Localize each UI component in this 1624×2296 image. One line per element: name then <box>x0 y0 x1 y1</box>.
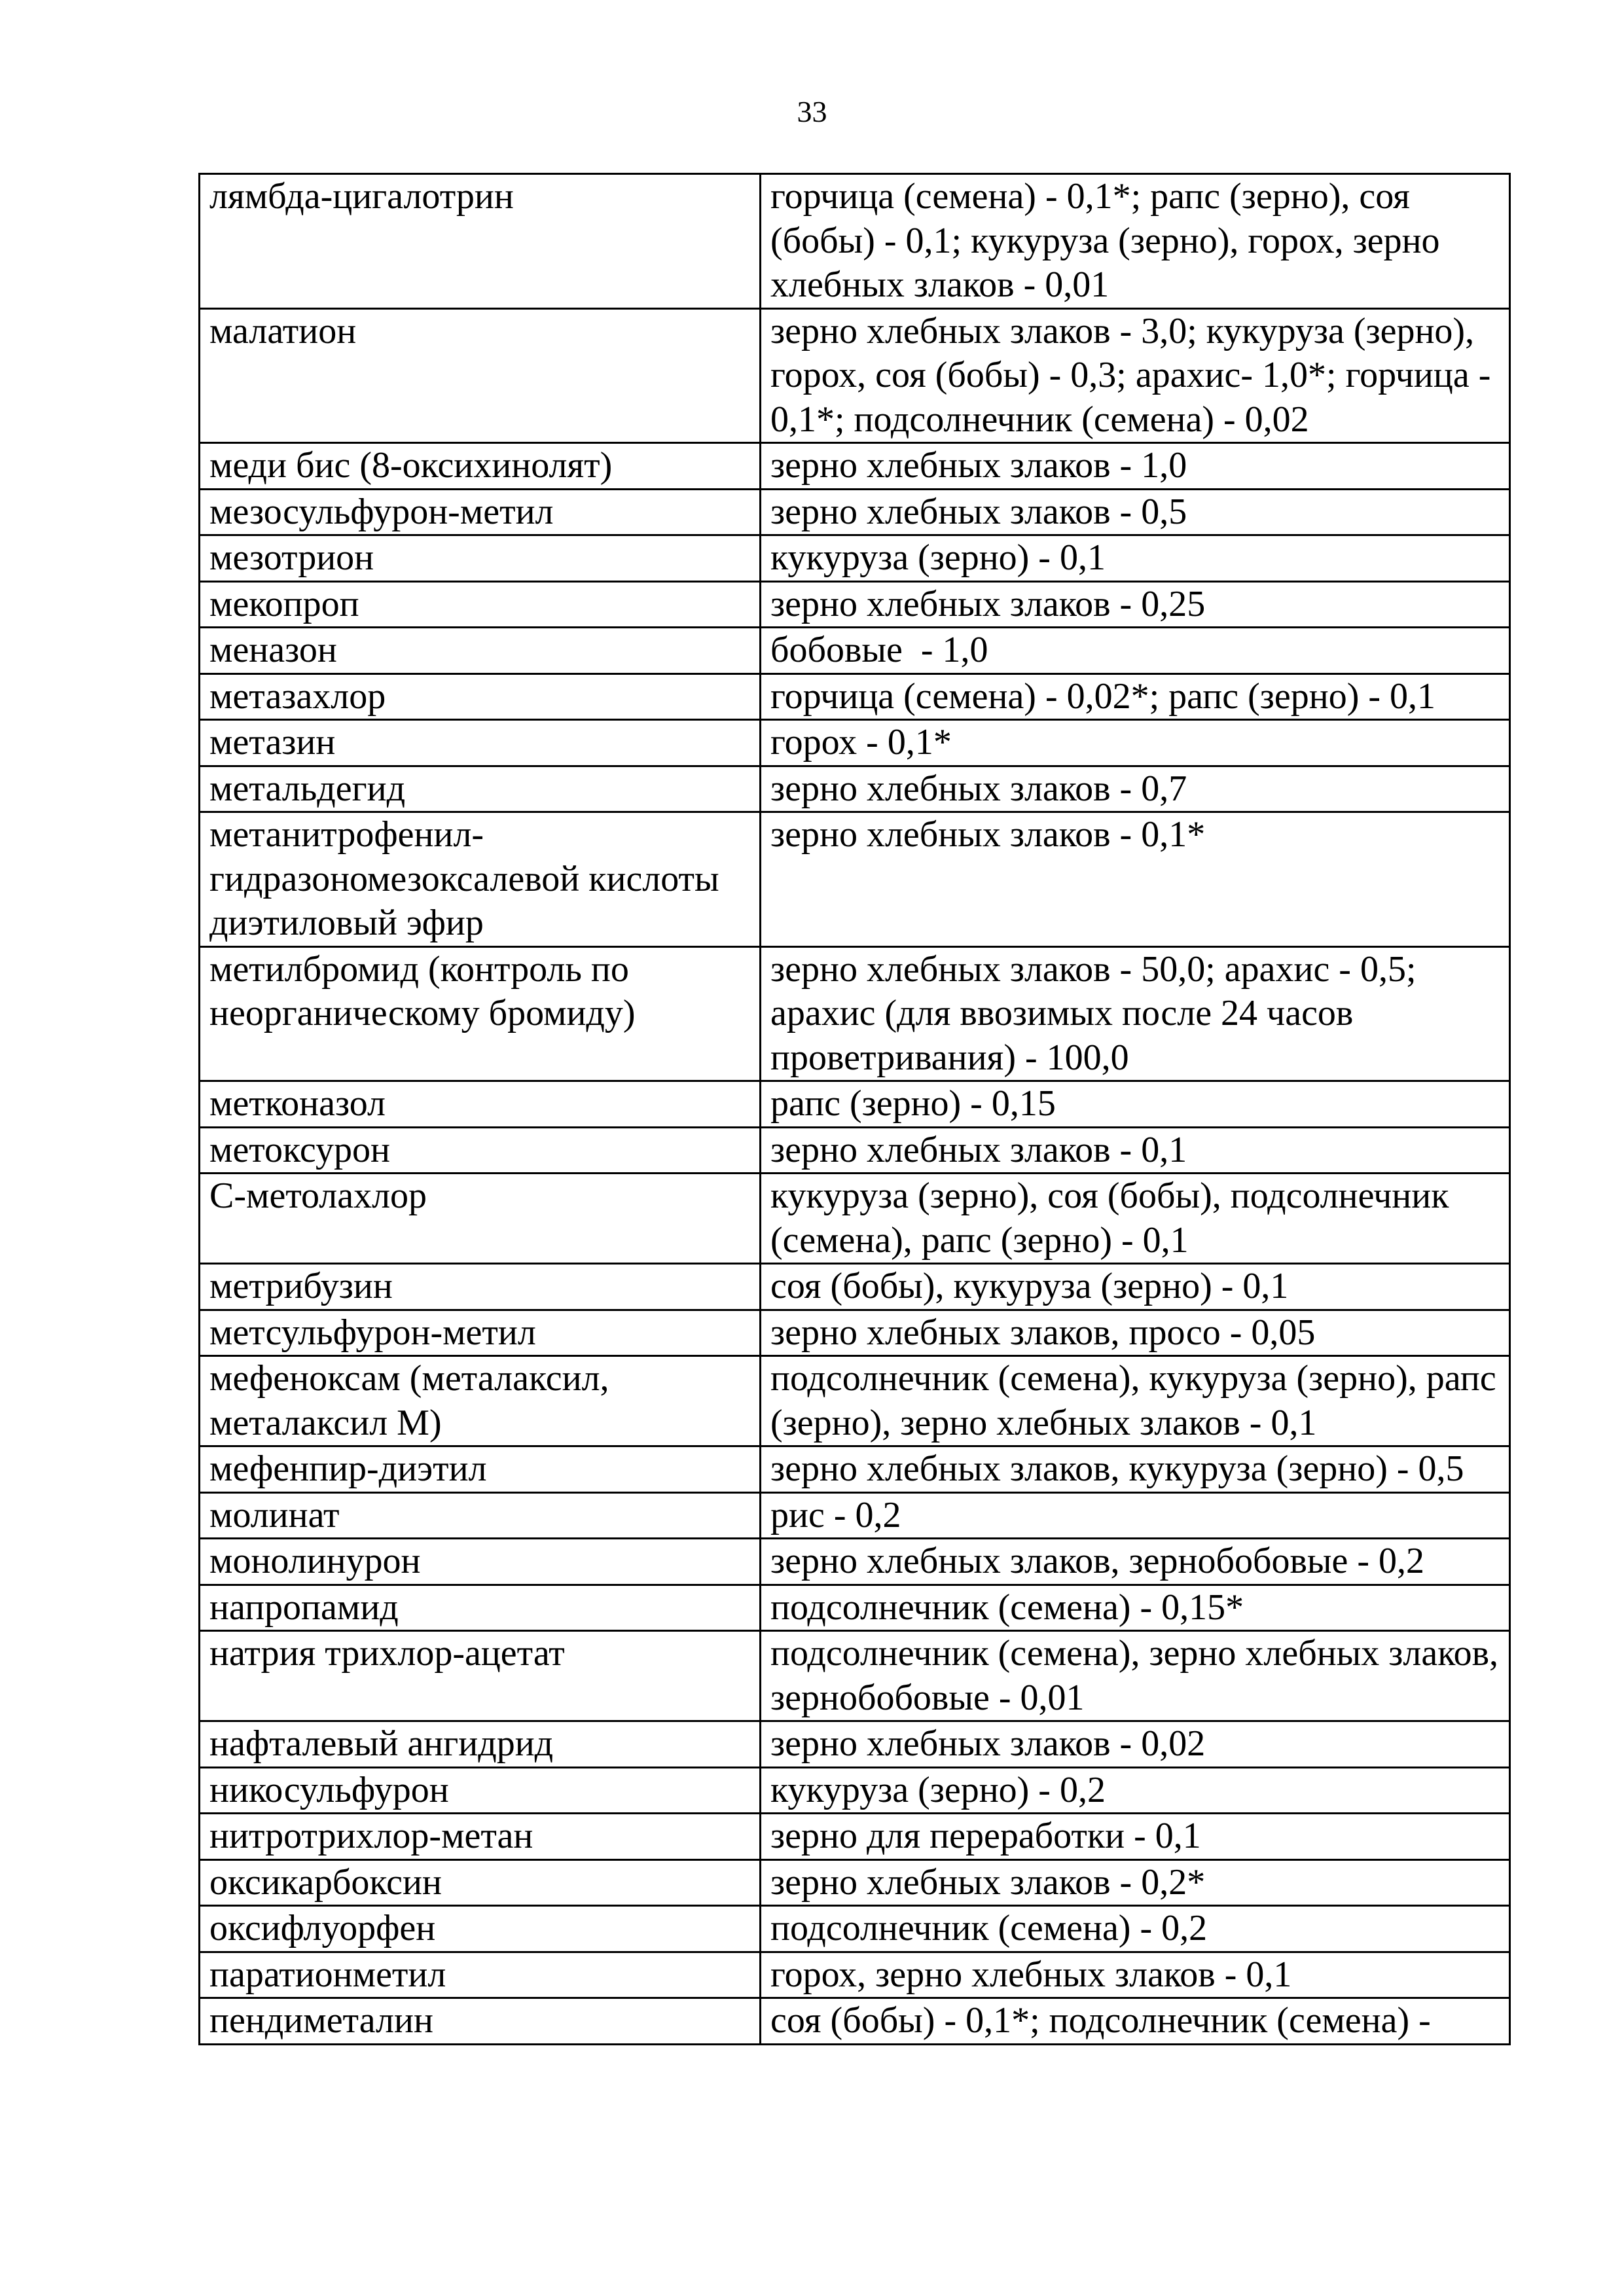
table-row <box>200 1081 1510 1128</box>
table-row <box>200 812 1510 947</box>
table-row <box>200 1127 1510 1174</box>
table-row <box>200 1174 1510 1264</box>
value-cell: кукуруза (зерно) - 0,1 <box>761 535 1510 582</box>
value-cell: подсолнечник (семена) - 0,15* <box>761 1585 1510 1631</box>
value-cell: зерно хлебных злаков - 0,5 <box>761 489 1510 535</box>
table-row <box>200 1446 1510 1493</box>
table-row <box>200 1631 1510 1721</box>
table-row <box>200 1906 1510 1952</box>
table-row <box>200 1998 1510 2045</box>
value-cell: подсолнечник (семена), зерно хлебных злаков, зернобобовые - 0,01 <box>761 1631 1510 1721</box>
value-cell: зерно хлебных злаков, зернобобовые - 0,2 <box>761 1539 1510 1585</box>
value-cell: горчица (семена) - 0,1*; рапс (зерно), соя (бобы) - 0,1; кукуруза (зерно), горох, зерно хлебных злаков - 0,01 <box>761 174 1510 309</box>
substance-cell: метальдегид <box>200 766 761 812</box>
table-row <box>200 535 1510 582</box>
table-row <box>200 766 1510 812</box>
value-cell: зерно для переработки - 0,1 <box>761 1814 1510 1860</box>
page-number: 33 <box>797 95 827 128</box>
value-cell: горчица (семена) - 0,02*; рапс (зерно) - 0,1 <box>761 673 1510 720</box>
substance-cell: паратионметил <box>200 1952 761 1998</box>
substance-cell: метанитрофенил-гидразономезоксалевой кислоты диэтиловый эфир <box>200 812 761 947</box>
value-cell: рис - 0,2 <box>761 1492 1510 1539</box>
value-cell: подсолнечник (семена), кукуруза (зерно), рапс (зерно), зерно хлебных злаков - 0,1 <box>761 1356 1510 1446</box>
table-row <box>200 1492 1510 1539</box>
substance-cell: лямбда-цигалотрин <box>200 174 761 309</box>
value-cell: соя (бобы), кукуруза (зерно) - 0,1 <box>761 1264 1510 1310</box>
value-cell: зерно хлебных злаков - 0,7 <box>761 766 1510 812</box>
substance-cell: метконазол <box>200 1081 761 1128</box>
substance-cell: метилбромид (контроль по неорганическому бромиду) <box>200 946 761 1081</box>
table-row <box>200 946 1510 1081</box>
substance-cell: мекопроп <box>200 581 761 628</box>
table-row <box>200 628 1510 674</box>
substance-cell: мезосульфурон-метил <box>200 489 761 535</box>
value-cell: рапс (зерно) - 0,15 <box>761 1081 1510 1128</box>
table-row <box>200 1585 1510 1631</box>
value-cell: кукуруза (зерно), соя (бобы), подсолнечник (семена), рапс (зерно) - 0,1 <box>761 1174 1510 1264</box>
substance-cell: нитротрихлор-метан <box>200 1814 761 1860</box>
substance-cell: монолинурон <box>200 1539 761 1585</box>
substance-cell: мефенпир-диэтил <box>200 1446 761 1493</box>
table-row <box>200 1952 1510 1998</box>
value-cell: зерно хлебных злаков - 0,1* <box>761 812 1510 947</box>
value-cell: горох - 0,1* <box>761 720 1510 766</box>
table-row <box>200 1721 1510 1768</box>
value-cell: зерно хлебных злаков - 1,0 <box>761 443 1510 490</box>
residue-limits-table <box>198 173 1511 2045</box>
table-row <box>200 1356 1510 1446</box>
substance-cell: мефеноксам (металаксил, металаксил М) <box>200 1356 761 1446</box>
value-cell: бобовые - 1,0 <box>761 628 1510 674</box>
substance-cell: оксифлуорфен <box>200 1906 761 1952</box>
substance-cell: меди бис (8-оксихинолят) <box>200 443 761 490</box>
table-row <box>200 308 1510 443</box>
value-cell: зерно хлебных злаков - 0,1 <box>761 1127 1510 1174</box>
value-cell: зерно хлебных злаков - 50,0; арахис - 0,5; арахис (для ввозимых после 24 часов проветривания) - 100,0 <box>761 946 1510 1081</box>
table-row <box>200 1814 1510 1860</box>
substance-cell: молинат <box>200 1492 761 1539</box>
substance-cell: меназон <box>200 628 761 674</box>
substance-cell: метсульфурон-метил <box>200 1310 761 1356</box>
substance-cell: С-метолахлор <box>200 1174 761 1264</box>
value-cell: зерно хлебных злаков - 3,0; кукуруза (зерно), горох, соя (бобы) - 0,3; арахис- 1,0*; горчица - 0,1*; подсолнечник (семена) - 0,02 <box>761 308 1510 443</box>
value-cell: горох, зерно хлебных злаков - 0,1 <box>761 1952 1510 1998</box>
value-cell: соя (бобы) - 0,1*; подсолнечник (семена) - <box>761 1998 1510 2045</box>
table-row <box>200 1264 1510 1310</box>
substance-cell: никосульфурон <box>200 1767 761 1814</box>
value-cell: кукуруза (зерно) - 0,2 <box>761 1767 1510 1814</box>
substance-cell: пендиметалин <box>200 1998 761 2045</box>
table-row <box>200 1539 1510 1585</box>
substance-cell: метазахлор <box>200 673 761 720</box>
substance-cell: метоксурон <box>200 1127 761 1174</box>
table-row <box>200 174 1510 309</box>
substance-cell: напропамид <box>200 1585 761 1631</box>
table-row <box>200 1767 1510 1814</box>
substance-cell: мезотрион <box>200 535 761 582</box>
value-cell: зерно хлебных злаков - 0,02 <box>761 1721 1510 1768</box>
substance-cell: нафталевый ангидрид <box>200 1721 761 1768</box>
substance-cell: метазин <box>200 720 761 766</box>
value-cell: зерно хлебных злаков, просо - 0,05 <box>761 1310 1510 1356</box>
table-row <box>200 720 1510 766</box>
value-cell: зерно хлебных злаков, кукуруза (зерно) - 0,5 <box>761 1446 1510 1493</box>
substance-cell: малатион <box>200 308 761 443</box>
table-row <box>200 489 1510 535</box>
value-cell: зерно хлебных злаков - 0,2* <box>761 1859 1510 1906</box>
substance-cell: натрия трихлор-ацетат <box>200 1631 761 1721</box>
table-row <box>200 581 1510 628</box>
table-row <box>200 673 1510 720</box>
table-row <box>200 443 1510 490</box>
substance-cell: оксикарбоксин <box>200 1859 761 1906</box>
table-row <box>200 1310 1510 1356</box>
substance-cell: метрибузин <box>200 1264 761 1310</box>
value-cell: подсолнечник (семена) - 0,2 <box>761 1906 1510 1952</box>
table-row <box>200 1859 1510 1906</box>
value-cell: зерно хлебных злаков - 0,25 <box>761 581 1510 628</box>
